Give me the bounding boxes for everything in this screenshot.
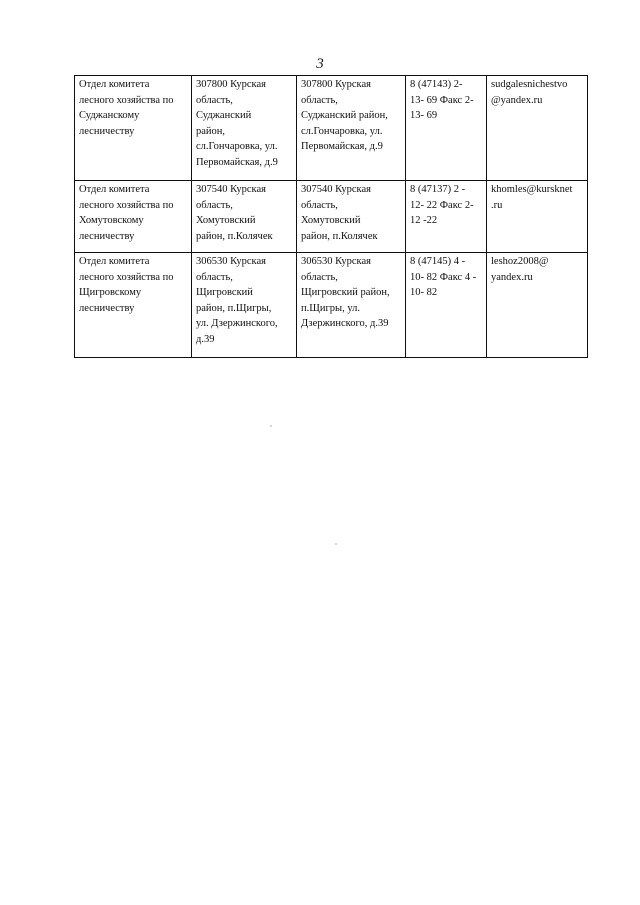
email-cell: khomles@kursknet .ru [487, 181, 588, 253]
legal-address-cell: 306530 Курская область, Щигровский район, п.Щигры, ул. Дзержинского, д.39 [192, 253, 297, 358]
postal-address-cell: 306530 Курская область, Щигровский район, п.Щигры, ул. Дзержинского, д.39 [297, 253, 406, 358]
table-row [75, 76, 588, 181]
email-cell: leshoz2008@ yandex.ru [487, 253, 588, 358]
department-cell: Отдел комитета лесного хозяйства по Щигровскому лесничеству [75, 253, 192, 358]
department-cell: Отдел комитета лесного хозяйства по Хомутовскому лесничеству [75, 181, 192, 253]
table-row [75, 181, 588, 253]
postal-address-cell: 307540 Курская область, Хомутовский район, п.Колячек [297, 181, 406, 253]
department-cell: Отдел комитета лесного хозяйства по Суджанскому лесничеству [75, 76, 192, 181]
phone-cell: 8 (47137) 2 - 12- 22 Факс 2- 12 -22 [406, 181, 487, 253]
phone-cell: 8 (47145) 4 - 10- 82 Факс 4 - 10- 82 [406, 253, 487, 358]
scan-speck [335, 543, 337, 545]
phone-cell: 8 (47143) 2- 13- 69 Факс 2- 13- 69 [406, 76, 487, 181]
email-cell: sudgalesnichestvo @yandex.ru [487, 76, 588, 181]
scan-speck [270, 425, 272, 427]
table-row [75, 253, 588, 358]
forestry-contacts-table [74, 75, 588, 358]
legal-address-cell: 307540 Курская область, Хомутовский район, п.Колячек [192, 181, 297, 253]
legal-address-cell: 307800 Курская область, Суджанский район, сл.Гончаровка, ул. Первомайская, д.9 [192, 76, 297, 181]
page-number: 3 [316, 56, 324, 72]
postal-address-cell: 307800 Курская область, Суджанский район, сл.Гончаровка, ул. Первомайская, д.9 [297, 76, 406, 181]
